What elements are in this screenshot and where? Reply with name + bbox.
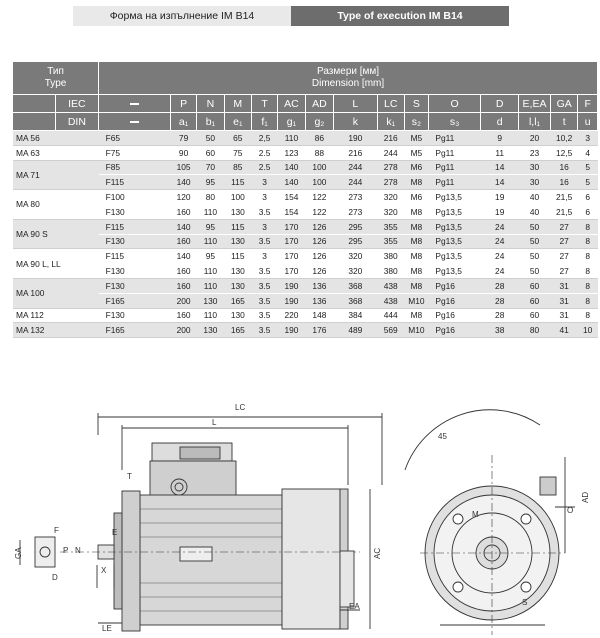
cell-l: 244: [334, 160, 377, 175]
row-model: MA 71: [13, 160, 99, 190]
label-le: LE: [102, 624, 112, 633]
cell-flange: F130: [99, 264, 171, 279]
cell-s: M8: [404, 278, 428, 293]
cell-n: 80: [197, 190, 224, 205]
cell-flange: F130: [99, 308, 171, 323]
header-row-din: [13, 113, 598, 131]
table-row: [13, 145, 598, 160]
label-lc: LC: [235, 403, 246, 412]
col-header-iec: P: [170, 95, 196, 113]
cell-f: 8: [578, 293, 598, 308]
cell-m: 100: [224, 190, 251, 205]
cell-l: 295: [334, 219, 377, 234]
cell-s: M5: [404, 131, 428, 146]
cell-lc: 355: [377, 234, 404, 249]
cell-t: 3.5: [252, 308, 278, 323]
cell-f: 5: [578, 175, 598, 190]
header-row-iec: [13, 95, 598, 113]
cell-d: 28: [481, 293, 519, 308]
cell-flange: F75: [99, 145, 171, 160]
cell-n: 130: [197, 323, 224, 338]
cell-s: M8: [404, 264, 428, 279]
cell-e: 60: [519, 308, 551, 323]
cell-l: 368: [334, 293, 377, 308]
table-row: [13, 249, 598, 264]
cell-f: 6: [578, 190, 598, 205]
cell-e: 30: [519, 175, 551, 190]
cell-ga: 21,5: [550, 190, 577, 205]
col-header-iec: AC: [278, 95, 305, 113]
cell-l: 273: [334, 190, 377, 205]
cell-f: 5: [578, 160, 598, 175]
cell-m: 115: [224, 175, 251, 190]
cell-l: 190: [334, 131, 377, 146]
cell-s: M6: [404, 160, 428, 175]
col-header-iec: O: [428, 95, 481, 113]
label-angle: 45: [438, 432, 447, 441]
cell-ga: 31: [550, 293, 577, 308]
cell-n: 95: [197, 219, 224, 234]
cell-lc: 438: [377, 278, 404, 293]
cell-ga: 27: [550, 219, 577, 234]
cell-d: 14: [481, 160, 519, 175]
cell-t: 3.5: [252, 204, 278, 219]
col-header-din: a₁: [170, 113, 196, 131]
cell-flange: F115: [99, 249, 171, 264]
cell-d: 38: [481, 323, 519, 338]
table-row: [13, 190, 598, 205]
cell-o: Pg11: [428, 175, 481, 190]
label-x: X: [101, 566, 107, 575]
label-f: F: [54, 526, 59, 535]
cell-n: 95: [197, 249, 224, 264]
cell-p: 79: [170, 131, 196, 146]
col-header-iec: LC: [377, 95, 404, 113]
tab-english: Type of execution IM B14: [291, 6, 509, 26]
cell-p: 160: [170, 264, 196, 279]
cell-flange: F115: [99, 219, 171, 234]
cell-ad: 88: [305, 145, 334, 160]
cell-d: 28: [481, 308, 519, 323]
cell-ac: 170: [278, 264, 305, 279]
cell-o: Pg13,5: [428, 234, 481, 249]
cell-o: Pg13,5: [428, 219, 481, 234]
cell-n: 130: [197, 293, 224, 308]
cell-lc: 320: [377, 190, 404, 205]
cell-m: 130: [224, 264, 251, 279]
cell-ad: 126: [305, 249, 334, 264]
table-row: [13, 308, 598, 323]
col-header-din: s₂: [404, 113, 428, 131]
cell-d: 24: [481, 219, 519, 234]
label-d: D: [52, 573, 58, 582]
cell-ad: 136: [305, 278, 334, 293]
cell-s: M8: [404, 204, 428, 219]
cell-flange: F130: [99, 278, 171, 293]
cell-m: 115: [224, 219, 251, 234]
cell-ga: 27: [550, 249, 577, 264]
cell-ad: 148: [305, 308, 334, 323]
cell-n: 110: [197, 308, 224, 323]
cell-ga: 21,5: [550, 204, 577, 219]
cell-m: 130: [224, 234, 251, 249]
cell-l: 273: [334, 204, 377, 219]
cell-f: 8: [578, 308, 598, 323]
cell-ga: 41: [550, 323, 577, 338]
cell-n: 70: [197, 160, 224, 175]
row-model: MA 90 S: [13, 219, 99, 249]
cell-o: Pg11: [428, 160, 481, 175]
table-row: [13, 323, 598, 338]
cell-ad: 122: [305, 204, 334, 219]
label-n: N: [75, 546, 81, 555]
table-row: [13, 160, 598, 175]
row-model: MA 56: [13, 131, 99, 146]
cell-l: 244: [334, 175, 377, 190]
cell-d: 24: [481, 234, 519, 249]
dimension-header: Размери [мм] Dimension [mm]: [99, 62, 598, 95]
cell-ac: 190: [278, 278, 305, 293]
cell-o: Pg16: [428, 308, 481, 323]
cell-o: Pg13,5: [428, 204, 481, 219]
cell-ga: 31: [550, 308, 577, 323]
cell-s: M8: [404, 249, 428, 264]
cell-l: 320: [334, 264, 377, 279]
col-header-iec: T: [252, 95, 278, 113]
cell-m: 165: [224, 293, 251, 308]
col-header-din: l,l₁: [519, 113, 551, 131]
cell-m: 65: [224, 131, 251, 146]
col-header-din: t: [550, 113, 577, 131]
tab-bar: [73, 6, 509, 26]
col-header-din: b₁: [197, 113, 224, 131]
cell-p: 140: [170, 175, 196, 190]
label-e: E: [112, 528, 118, 537]
cell-m: 85: [224, 160, 251, 175]
cell-o: Pg16: [428, 323, 481, 338]
cell-d: 14: [481, 175, 519, 190]
table-row: [13, 293, 598, 308]
cell-ac: 170: [278, 234, 305, 249]
cell-p: 160: [170, 234, 196, 249]
cell-d: 24: [481, 249, 519, 264]
table-row: [13, 264, 598, 279]
cell-lc: 320: [377, 204, 404, 219]
cell-ga: 27: [550, 234, 577, 249]
cell-ad: 100: [305, 175, 334, 190]
cell-n: 110: [197, 264, 224, 279]
cell-p: 160: [170, 278, 196, 293]
tab-bulgarian: Форма на изпълнение IM B14: [73, 6, 291, 26]
cell-o: Pg13,5: [428, 249, 481, 264]
cell-ga: 12,5: [550, 145, 577, 160]
cell-d: 9: [481, 131, 519, 146]
cell-flange: F100: [99, 190, 171, 205]
cell-o: Pg13,5: [428, 190, 481, 205]
cell-t: 2.5: [252, 160, 278, 175]
cell-ad: 126: [305, 234, 334, 249]
cell-flange: F130: [99, 234, 171, 249]
cell-s: M8: [404, 175, 428, 190]
cell-ac: 170: [278, 219, 305, 234]
cell-t: 3.5: [252, 293, 278, 308]
label-s: S: [522, 598, 528, 607]
header-blank: [13, 95, 55, 113]
header-row-main: [13, 62, 598, 95]
type-header: Тип Type: [13, 62, 99, 95]
cell-f: 8: [578, 219, 598, 234]
cell-flange: F85: [99, 160, 171, 175]
col-header-iec: M: [224, 95, 251, 113]
label-t: T: [127, 472, 132, 481]
cell-e: 80: [519, 323, 551, 338]
col-header-iec: F: [578, 95, 598, 113]
cell-d: 28: [481, 278, 519, 293]
cell-e: 30: [519, 160, 551, 175]
cell-n: 110: [197, 278, 224, 293]
cell-ac: 154: [278, 204, 305, 219]
cell-p: 160: [170, 204, 196, 219]
row-model: MA 132: [13, 323, 99, 338]
cell-ga: 31: [550, 278, 577, 293]
col-header-iec: GA: [550, 95, 577, 113]
motor-drawing: [0, 395, 600, 638]
cell-n: 110: [197, 234, 224, 249]
cell-flange: F65: [99, 131, 171, 146]
cell-p: 90: [170, 145, 196, 160]
header-blank: [13, 113, 55, 131]
din-label: DIN: [55, 113, 98, 131]
cell-ac: 140: [278, 160, 305, 175]
cell-t: 3.5: [252, 234, 278, 249]
col-header-din: d: [481, 113, 519, 131]
cell-f: 6: [578, 204, 598, 219]
cell-l: 368: [334, 278, 377, 293]
cell-ac: 110: [278, 131, 305, 146]
cell-m: 115: [224, 249, 251, 264]
cell-f: 10: [578, 323, 598, 338]
cell-f: 8: [578, 249, 598, 264]
cell-m: 130: [224, 278, 251, 293]
label-o: O: [567, 506, 574, 515]
cell-lc: 278: [377, 160, 404, 175]
cell-lc: 380: [377, 249, 404, 264]
cell-f: 8: [578, 234, 598, 249]
cell-e: 50: [519, 264, 551, 279]
cell-ad: 126: [305, 219, 334, 234]
cell-ad: 176: [305, 323, 334, 338]
cell-e: 40: [519, 204, 551, 219]
cell-t: 3: [252, 175, 278, 190]
cell-m: 75: [224, 145, 251, 160]
cell-ac: 190: [278, 293, 305, 308]
cell-t: 3.5: [252, 278, 278, 293]
cell-t: 2.5: [252, 145, 278, 160]
cell-flange: F130: [99, 204, 171, 219]
cell-ga: 10,2: [550, 131, 577, 146]
cell-ad: 122: [305, 190, 334, 205]
cell-ac: 140: [278, 175, 305, 190]
cell-s: M8: [404, 234, 428, 249]
cell-ga: 16: [550, 160, 577, 175]
label-p: P: [63, 546, 69, 555]
dash-cell: [99, 113, 171, 131]
cell-p: 160: [170, 308, 196, 323]
dimension-table: [13, 62, 598, 338]
cell-f: 3: [578, 131, 598, 146]
cell-ac: 220: [278, 308, 305, 323]
cell-s: M5: [404, 145, 428, 160]
col-header-iec: S: [404, 95, 428, 113]
col-header-iec: E,EA: [519, 95, 551, 113]
cell-p: 105: [170, 160, 196, 175]
cell-s: M10: [404, 293, 428, 308]
cell-e: 60: [519, 293, 551, 308]
label-ea: EA: [349, 602, 360, 611]
cell-o: Pg11: [428, 145, 481, 160]
col-header-din: u: [578, 113, 598, 131]
cell-e: 60: [519, 278, 551, 293]
col-header-din: f₁: [252, 113, 278, 131]
cell-l: 489: [334, 323, 377, 338]
cell-o: Pg16: [428, 293, 481, 308]
cell-lc: 569: [377, 323, 404, 338]
cell-ad: 86: [305, 131, 334, 146]
cell-s: M10: [404, 323, 428, 338]
cell-d: 24: [481, 264, 519, 279]
cell-l: 216: [334, 145, 377, 160]
cell-e: 50: [519, 249, 551, 264]
label-l: L: [212, 418, 217, 427]
cell-ad: 100: [305, 160, 334, 175]
col-header-din: k₁: [377, 113, 404, 131]
cell-s: M8: [404, 219, 428, 234]
col-header-iec: L: [334, 95, 377, 113]
cell-n: 60: [197, 145, 224, 160]
cell-e: 20: [519, 131, 551, 146]
cell-ad: 136: [305, 293, 334, 308]
cell-t: 3.5: [252, 264, 278, 279]
cell-f: 8: [578, 278, 598, 293]
col-header-iec: N: [197, 95, 224, 113]
cell-ac: 154: [278, 190, 305, 205]
cell-ac: 190: [278, 323, 305, 338]
col-header-din: s₃: [428, 113, 481, 131]
cell-lc: 355: [377, 219, 404, 234]
cell-f: 8: [578, 264, 598, 279]
table-row: [13, 234, 598, 249]
cell-n: 95: [197, 175, 224, 190]
cell-lc: 380: [377, 264, 404, 279]
cell-flange: F165: [99, 293, 171, 308]
table-row: [13, 204, 598, 219]
cell-ad: 126: [305, 264, 334, 279]
cell-m: 130: [224, 308, 251, 323]
cell-p: 200: [170, 323, 196, 338]
cell-f: 4: [578, 145, 598, 160]
label-m: M: [472, 510, 479, 519]
cell-l: 384: [334, 308, 377, 323]
front-view: [405, 410, 575, 635]
label-ac: AC: [373, 547, 382, 559]
cell-lc: 244: [377, 145, 404, 160]
dash-cell: [99, 95, 171, 113]
cell-d: 11: [481, 145, 519, 160]
cell-p: 140: [170, 219, 196, 234]
cell-ac: 170: [278, 249, 305, 264]
cell-m: 165: [224, 323, 251, 338]
col-header-din: g₂: [305, 113, 334, 131]
cell-flange: F115: [99, 175, 171, 190]
col-header-din: e₁: [224, 113, 251, 131]
cell-lc: 278: [377, 175, 404, 190]
row-model: MA 90 L, LL: [13, 249, 99, 279]
iec-label: IEC: [55, 95, 98, 113]
cell-m: 130: [224, 204, 251, 219]
cell-p: 140: [170, 249, 196, 264]
cell-flange: F165: [99, 323, 171, 338]
cell-t: 3.5: [252, 323, 278, 338]
col-header-iec: AD: [305, 95, 334, 113]
table-row: [13, 219, 598, 234]
row-model: MA 63: [13, 145, 99, 160]
cell-l: 320: [334, 249, 377, 264]
cell-t: 3: [252, 249, 278, 264]
cell-lc: 216: [377, 131, 404, 146]
cell-s: M6: [404, 190, 428, 205]
col-header-iec: D: [481, 95, 519, 113]
cell-o: Pg13,5: [428, 264, 481, 279]
cell-e: 50: [519, 234, 551, 249]
row-model: MA 100: [13, 278, 99, 308]
cell-o: Pg11: [428, 131, 481, 146]
cell-p: 200: [170, 293, 196, 308]
cell-t: 3: [252, 219, 278, 234]
row-model: MA 80: [13, 190, 99, 220]
col-header-din: g₁: [278, 113, 305, 131]
cell-ga: 16: [550, 175, 577, 190]
cell-e: 23: [519, 145, 551, 160]
label-ga: GA: [14, 547, 23, 559]
cell-l: 295: [334, 234, 377, 249]
cell-d: 19: [481, 190, 519, 205]
cell-ac: 123: [278, 145, 305, 160]
cell-e: 40: [519, 190, 551, 205]
table-row: [13, 175, 598, 190]
cell-n: 50: [197, 131, 224, 146]
cell-d: 19: [481, 204, 519, 219]
cell-lc: 444: [377, 308, 404, 323]
cell-t: 3: [252, 190, 278, 205]
table-row: [13, 278, 598, 293]
label-ad: AD: [581, 491, 590, 503]
side-view: [20, 413, 382, 631]
table-row: [13, 131, 598, 146]
col-header-din: k: [334, 113, 377, 131]
cell-s: M8: [404, 308, 428, 323]
cell-lc: 438: [377, 293, 404, 308]
cell-t: 2,5: [252, 131, 278, 146]
cell-o: Pg16: [428, 278, 481, 293]
cell-p: 120: [170, 190, 196, 205]
cell-ga: 27: [550, 264, 577, 279]
cell-e: 50: [519, 219, 551, 234]
cell-n: 110: [197, 204, 224, 219]
row-model: MA 112: [13, 308, 99, 323]
